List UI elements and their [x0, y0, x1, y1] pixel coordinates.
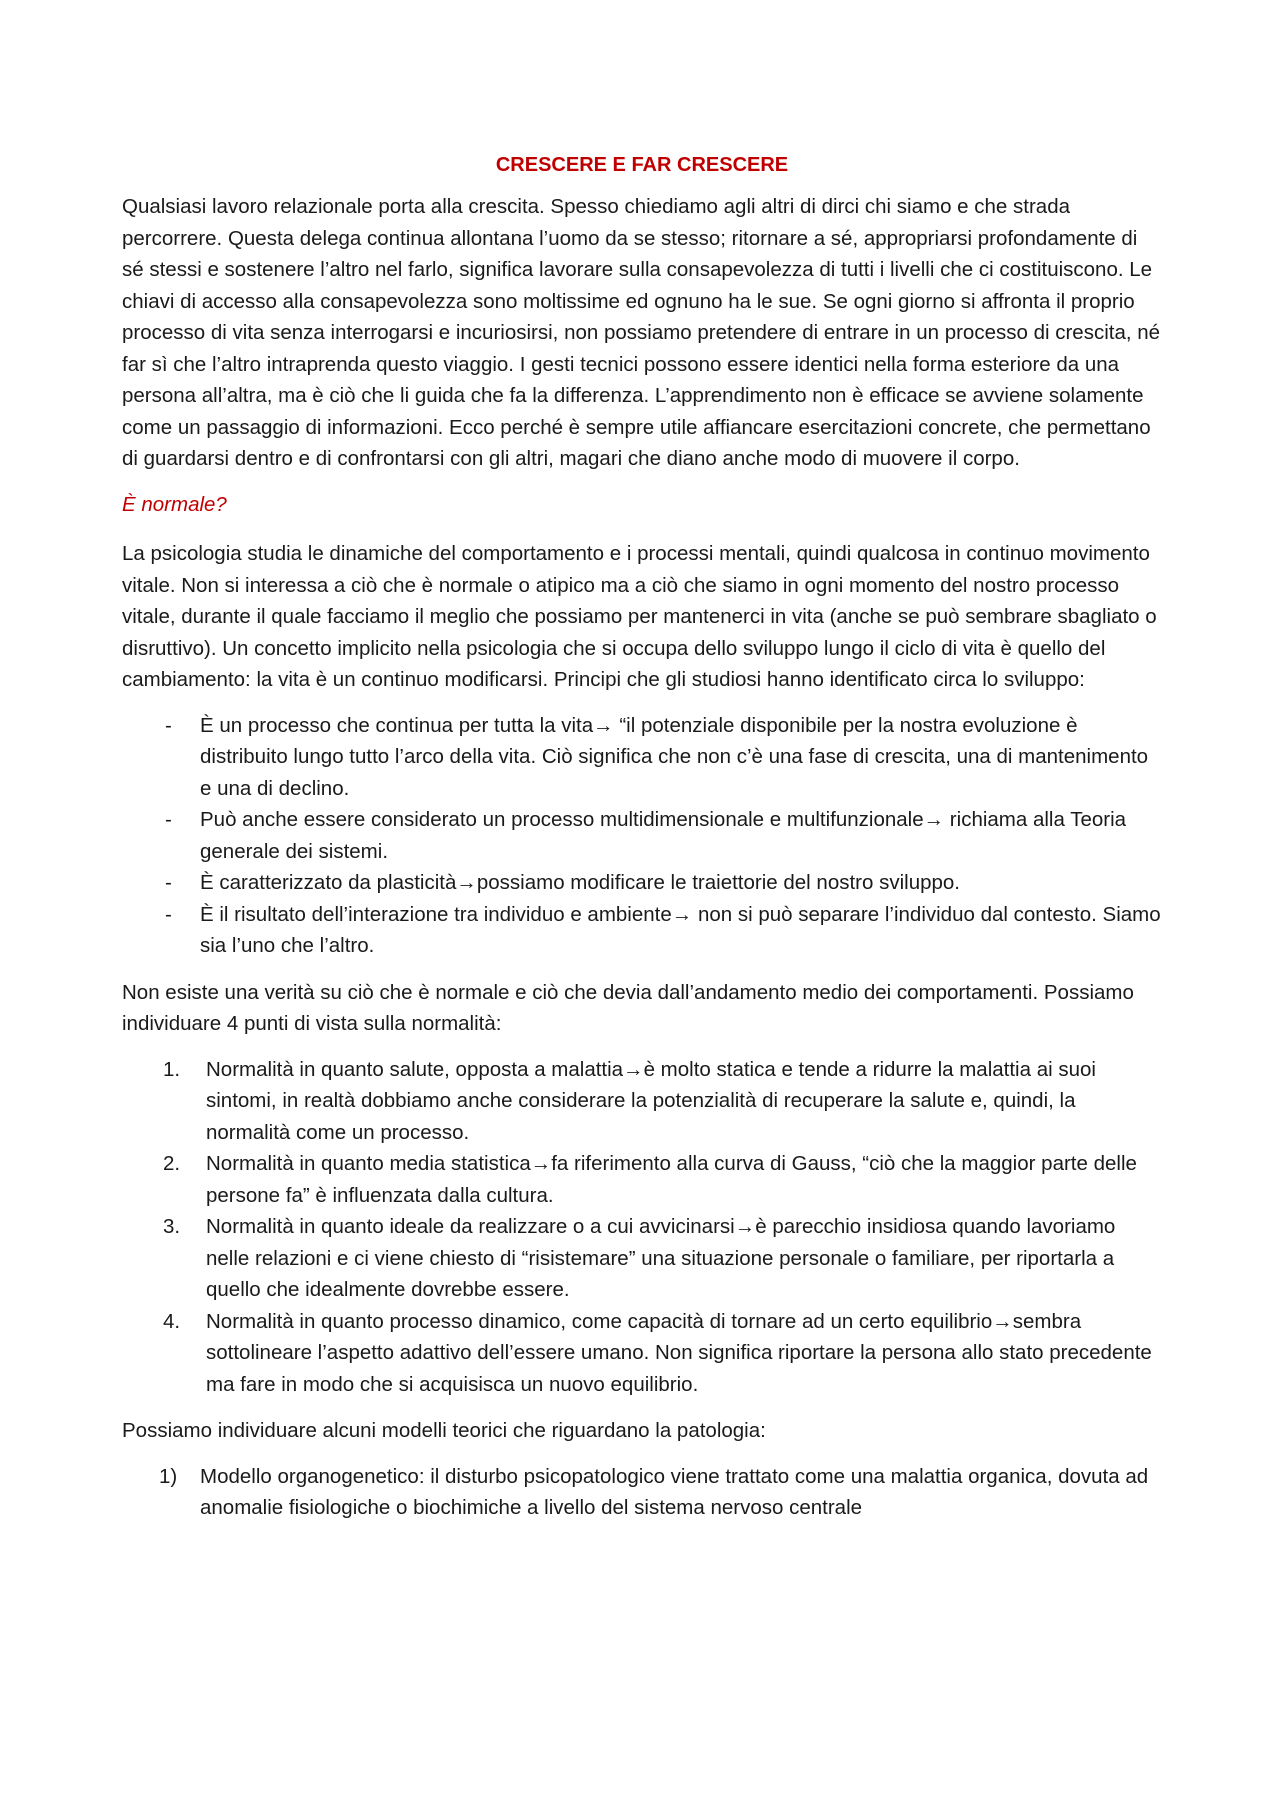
list-item-text: È caratterizzato da plasticità→possiamo modificare le traiettorie del nostro sviluppo.	[200, 871, 960, 894]
list-item	[122, 710, 1162, 805]
list-item	[122, 867, 1162, 899]
intro-paragraph: Qualsiasi lavoro relazionale porta alla crescita. Spesso chiediamo agli altri di dirci chi siamo e che strada percorrere. Questa delega continua allontana l’uomo da se stesso; ritornare a sé, appropriarsi profondamente di sé stessi e sostenere l’altro nel farlo, significa lavorare sulla consapevolezza di tutti i livelli che ci costituiscono. Le chiavi di accesso alla consapevolezza sono moltissime ed ognuno ha le sue. Se ogni giorno si affronta il proprio processo di vita senza interrogarsi e incuriosirsi, non possiamo pretendere di entrare in un processo di crescita, né far sì che l’altro intraprenda questo viaggio. I gesti tecnici possono essere identici nella forma esteriore da una persona all’altra, ma è ciò che li guida che fa la differenza. L’apprendimento non è efficace se avviene solamente come un passaggio di informazioni. Ecco perché è sempre utile affiancare esercitazioni concrete, che permettano di guardarsi dentro e di confrontarsi con gli altri, magari che diano anche modo di muovere il corpo.	[122, 195, 1161, 470]
list-item	[122, 1148, 1162, 1211]
list-number: 1)	[159, 1464, 178, 1488]
normality-list	[122, 1054, 1162, 1401]
dash-bullet: -	[165, 808, 172, 831]
list-item-text: Normalità in quanto salute, opposta a malattia→è molto statica e tende a ridurre la malattia ai suoi sintomi, in realtà dobbiamo anche considerare la potenzialità di recuperare la salute e, quindi, la normalità come un processo.	[206, 1057, 1096, 1144]
section-subheading: È normale?	[122, 492, 227, 516]
psychology-paragraph: La psicologia studia le dinamiche del comportamento e i processi mentali, quindi qualcosa in continuo movimento vitale. Non si interessa a ciò che è normale o atipico ma a ciò che siamo in ogni momento del nostro processo vitale, durante il quale facciamo il meglio che possiamo per mantenerci in vita (anche se può sembrare sbagliato o disruttivo). Un concetto implicito nella psicologia che si occupa dello sviluppo lungo il ciclo di vita è quello del cambiamento: la vita è un continuo modificarsi. Principi che gli studiosi hanno identificato circa lo sviluppo:	[122, 542, 1157, 691]
list-number: 1.	[163, 1057, 181, 1081]
list-item	[122, 1211, 1162, 1306]
list-item-text: Normalità in quanto ideale da realizzare o a cui avvicinarsi→è parecchio insidiosa quando lavoriamo nelle relazioni e ci viene chiesto di “risistemare” una situazione personale o familiare, per riportarla a quello che idealmente dovrebbe essere.	[206, 1215, 1116, 1301]
list-item	[122, 804, 1162, 867]
list-item	[122, 1054, 1162, 1149]
document-page	[122, 150, 1162, 1524]
list-number: 2.	[163, 1152, 181, 1175]
principles-list	[122, 710, 1162, 962]
list-item-text: Può anche essere considerato un processo multidimensionale e multifunzionale→ richiama alla Teoria generale dei sistemi.	[200, 808, 1127, 863]
dash-bullet: -	[165, 871, 172, 894]
list-item-text: Normalità in quanto media statistica→fa riferimento alla curva di Gauss, “ciò che la maggior parte delle persone fa” è influenzata dalla cultura.	[206, 1152, 1137, 1207]
models-list	[122, 1461, 1162, 1524]
list-number: 3.	[163, 1215, 181, 1238]
list-item-text: È un processo che continua per tutta la vita→ “il potenziale disponibile per la nostra evoluzione è distribuito lungo tutto l’arco della vita. Ciò significa che non c’è una fase di crescita, una di mantenimento e una di declino.	[200, 713, 1149, 800]
normality-paragraph: Non esiste una verità su ciò che è normale e ciò che devia dall’andamento medio dei comportamenti. Possiamo individuare 4 punti di vista sulla normalità:	[122, 980, 1134, 1035]
list-item	[122, 899, 1162, 962]
models-paragraph: Possiamo individuare alcuni modelli teorici che riguardano la patologia:	[122, 1419, 766, 1442]
dash-bullet: -	[165, 902, 172, 926]
list-item-text: Modello organogenetico: il disturbo psicopatologico viene trattato come una malattia organica, dovuta ad anomalie fisiologiche o biochimiche a livello del sistema nervoso centrale	[200, 1464, 1149, 1519]
list-item	[122, 1306, 1162, 1401]
list-item	[122, 1461, 1162, 1524]
list-item-text: Normalità in quanto processo dinamico, come capacità di tornare ad un certo equilibrio→sembra sottolineare l’aspetto adattivo dell’essere umano. Non significa riportare la persona allo stato precedente ma fare in modo che si acquisisca un nuovo equilibrio.	[206, 1309, 1152, 1396]
document-title: CRESCERE E FAR CRESCERE	[495, 154, 789, 176]
list-item-text: È il risultato dell’interazione tra individuo e ambiente→ non si può separare l’individuo dal contesto. Siamo sia l’uno che l’altro.	[200, 902, 1161, 957]
list-number: 4.	[163, 1309, 181, 1333]
dash-bullet: -	[165, 713, 172, 737]
